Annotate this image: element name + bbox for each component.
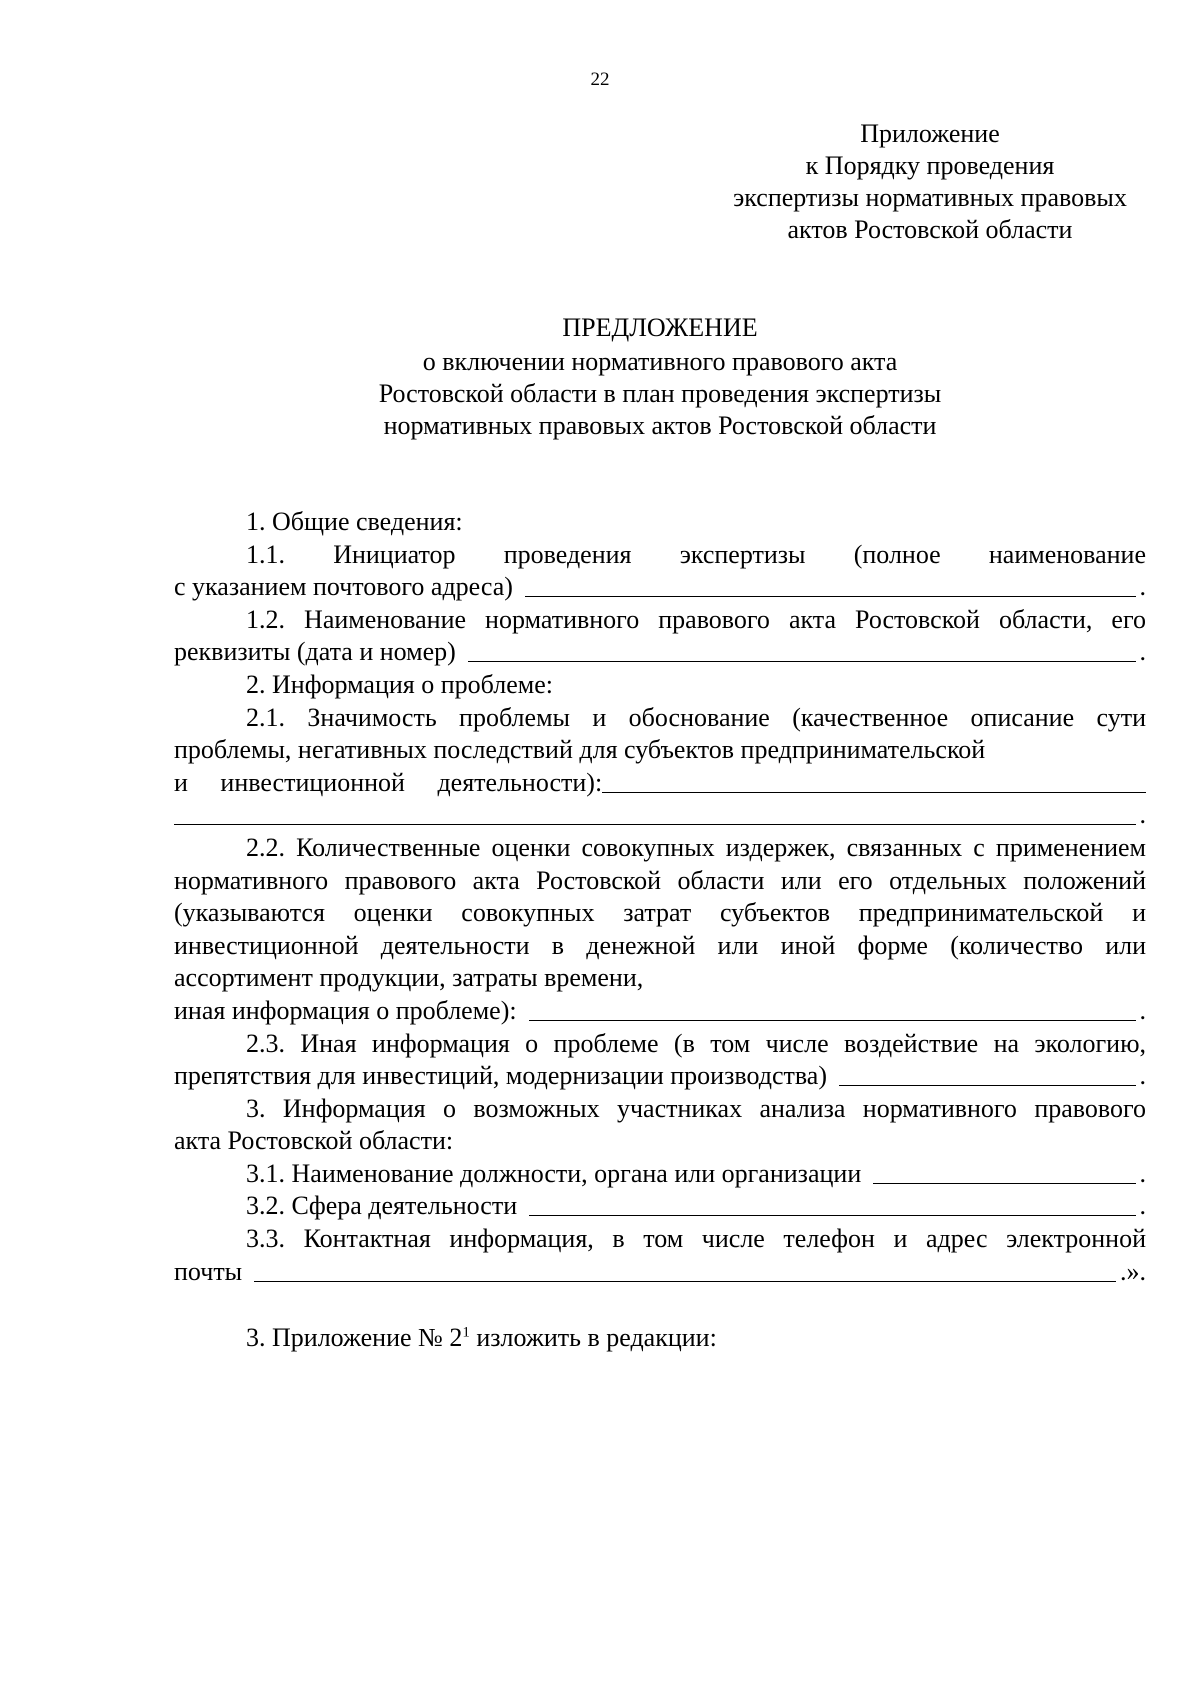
fill-in-line[interactable] (839, 1085, 1136, 1086)
field-label: почты (174, 1256, 243, 1286)
section-1-1-text: 1.1. Инициатор проведения экспертизы (полное наименование (246, 539, 1146, 569)
field-label: препятствия для инвестиций, модернизации производства) (174, 1061, 827, 1091)
document-title (160, 312, 1160, 442)
field-label: с указанием почтового адреса) (174, 572, 513, 602)
fill-in-line[interactable] (525, 596, 1136, 597)
fill-in-line[interactable] (468, 661, 1136, 662)
fill-in-line[interactable] (529, 1020, 1136, 1021)
section-2-heading: 2. Информация о проблеме: (246, 669, 553, 699)
fill-in-line[interactable] (254, 1281, 1116, 1282)
final-prefix: 3. Приложение № 2 (246, 1323, 463, 1353)
appendix-header (700, 118, 1160, 246)
fill-in-line[interactable] (873, 1183, 1135, 1184)
appendix-line: экспертизы нормативных правовых (733, 183, 1127, 212)
section-2-1-field (174, 767, 1146, 800)
section-3-heading-continued: акта Ростовской области: (174, 1126, 454, 1156)
fill-in-line[interactable] (529, 1215, 1135, 1216)
closing-quote: .». (1120, 1256, 1146, 1286)
section-3-2-field (174, 1190, 1146, 1223)
period: . (1139, 800, 1146, 830)
fill-in-line[interactable] (174, 824, 1136, 825)
section-2-2-text: 2.2. Количественные оценки совокупных издержек, связанных с применением нормативного правового акта Ростовской области или его отдельных положений (указываются оценки совокупных затрат субъектов предпринимательской и инвестиционной деятельности в денежной или иной форме (количество или ассортимент продукции, затраты времени, (174, 832, 1146, 993)
page-number: 22 (590, 69, 610, 90)
section-1-heading: 1. Общие сведения: (246, 507, 463, 536)
title-heading: ПРЕДЛОЖЕНИЕ (562, 313, 758, 342)
section-3-1-field (174, 1158, 1146, 1191)
period: . (1139, 637, 1146, 667)
period: . (1139, 1158, 1146, 1188)
period: . (1139, 1191, 1146, 1221)
field-label: 3.2. Сфера деятельности (246, 1191, 518, 1221)
title-line: Ростовской области в план проведения экспертизы (378, 379, 942, 408)
section-1-2-text: 1.2. Наименование нормативного правового акта Ростовской области, его (246, 604, 1146, 634)
appendix-line: Приложение (860, 119, 1000, 148)
section-1-2-field (174, 636, 1146, 669)
final-instruction (174, 1322, 1146, 1355)
appendix-line: актов Ростовской области (787, 215, 1073, 244)
title-line: о включении нормативного правового акта (422, 347, 898, 376)
period: . (1139, 572, 1146, 602)
title-line: нормативных правовых актов Ростовской области (383, 411, 937, 440)
section-1-1-field (174, 571, 1146, 604)
document-body (174, 506, 1146, 1355)
final-suffix: изложить в редакции: (469, 1323, 717, 1353)
section-2-3-field (174, 1060, 1146, 1093)
field-label: иная информация о проблеме): (174, 995, 517, 1025)
section-3-3-field (174, 1256, 1146, 1289)
field-label: 3.1. Наименование должности, органа или организации (246, 1158, 862, 1188)
section-2-2-field (174, 995, 1146, 1028)
period: . (1139, 1061, 1146, 1091)
spacer (174, 1288, 1146, 1322)
field-label: реквизиты (дата и номер) (174, 637, 456, 667)
fill-in-line[interactable] (602, 792, 1146, 793)
section-2-3-text: 2.3. Иная информация о проблеме (в том числе воздействие на экологию, (246, 1028, 1146, 1058)
section-2-1-text: 2.1. Значимость проблемы и обоснование (качественное описание сути проблемы, негативных последствий для субъектов предпринимательской (174, 702, 1146, 765)
field-label: и инвестиционной деятельности): (174, 767, 603, 797)
section-3-3-text: 3.3. Контактная информация, в том числе телефон и адрес электронной (246, 1224, 1146, 1254)
period: . (1139, 995, 1146, 1025)
section-2-1-field-continued (174, 799, 1146, 832)
superscript: 1 (462, 1324, 470, 1341)
section-3-heading: 3. Информация о возможных участниках анализа нормативного правового (246, 1093, 1146, 1123)
appendix-line: к Порядку проведения (805, 151, 1055, 180)
